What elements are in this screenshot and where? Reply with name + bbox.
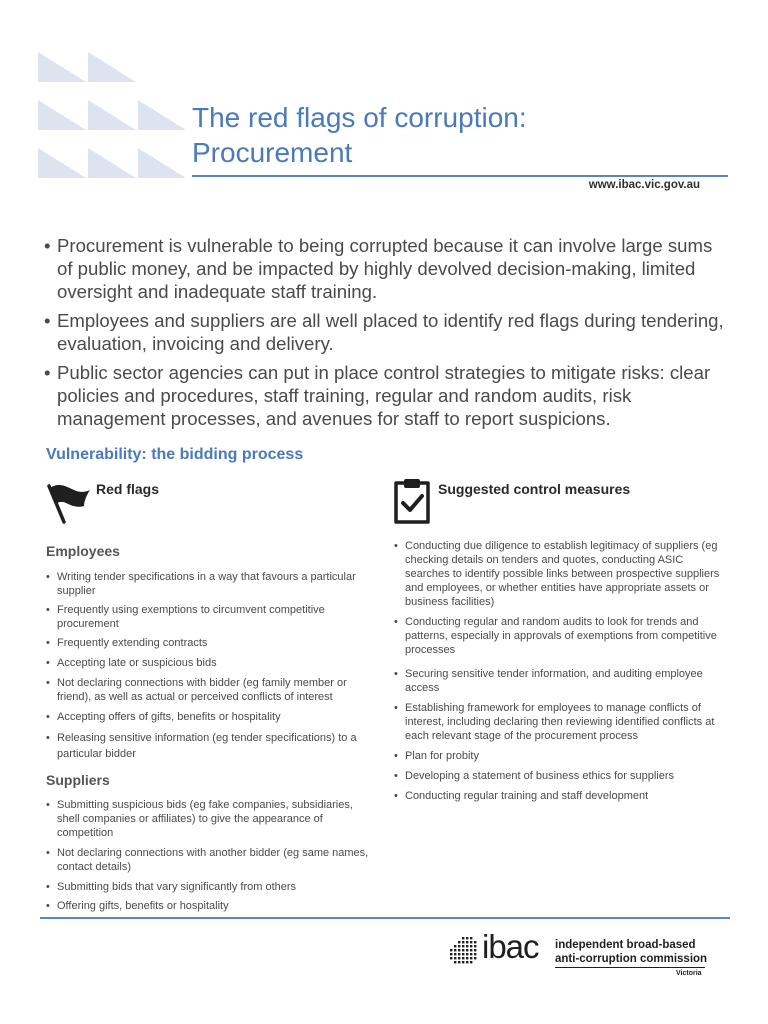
list-item: • Frequently extending contracts — [46, 636, 370, 650]
list-item: • Plan for probity — [394, 749, 722, 763]
controls-list — [394, 539, 722, 803]
title-line-2: Procurement — [192, 137, 353, 168]
list-item: • Developing a statement of business ethics for suppliers — [394, 769, 722, 783]
list-item: • Releasing sensitive information (eg tender specifications) to a particular bidder — [46, 730, 370, 762]
list-item: • Writing tender specifications in a way that favours a particular supplier — [46, 570, 370, 598]
page-title — [192, 100, 732, 170]
logo-state-label: Victoria — [676, 970, 702, 977]
list-item: • Submitting suspicious bids (eg fake companies, subsidiaries, shell companies or affiliates) to give the appearance of competition — [46, 798, 370, 840]
ibac-logo-dots-icon — [448, 937, 480, 965]
intro-item: • Public sector agencies can put in place control strategies to mitigate risks: clear policies and procedures, staff training, regular and random audits, risk management processes, and avenues for staff to report suspicions. — [44, 361, 724, 430]
controls-heading: Suggested control measures — [438, 481, 631, 497]
list-item: • Not declaring connections with another bidder (eg same names, contact details) — [46, 846, 370, 874]
intro-list — [44, 234, 724, 436]
clipboard-check-icon — [392, 478, 432, 524]
list-item: • Establishing framework for employees to manage conflicts of interest, including declaring then reviewing identified conflicts at each relevant stage of the procurement process — [394, 701, 722, 743]
suppliers-list — [46, 798, 370, 913]
list-item: • Conducting regular and random audits to look for trends and patterns, especially in approvals of exemptions from competitive processes — [394, 615, 722, 657]
title-divider — [192, 175, 728, 177]
list-item: • Conducting due diligence to establish legitimacy of suppliers (eg checking details on tenders and quotes, conducting ASIC searches to identify possible links between prospective suppliers and employees, or whether entities have appropriate assets or business facilities) — [394, 539, 722, 609]
ibac-logo-wordmark: ibac — [482, 928, 539, 965]
logo-tagline-line-1: independent broad-based — [555, 939, 696, 951]
section-title: Vulnerability: the bidding process — [46, 446, 304, 463]
logo-divider — [555, 967, 705, 968]
list-item: • Frequently using exemptions to circumvent competitive procurement — [46, 603, 370, 631]
footer-divider — [40, 917, 730, 919]
list-item: • Accepting late or suspicious bids — [46, 656, 370, 670]
employees-list — [46, 570, 370, 762]
list-item: • Securing sensitive tender information, and auditing employee access — [394, 667, 722, 695]
list-item: • Not declaring connections with bidder (eg family member or friend), as well as actual or perceived conflicts of interest — [46, 676, 370, 704]
intro-item: • Employees and suppliers are all well placed to identify red flags during tendering, evaluation, invoicing and delivery. — [44, 309, 724, 355]
list-item: • Offering gifts, benefits or hospitality — [46, 899, 370, 913]
employees-heading: Employees — [46, 543, 120, 559]
red-flags-heading: Red flags — [96, 481, 160, 497]
list-item: • Accepting offers of gifts, benefits or hospitality — [46, 710, 370, 724]
website-url[interactable]: www.ibac.vic.gov.au — [588, 179, 700, 191]
intro-item: • Procurement is vulnerable to being corrupted because it can involve large sums of public money, and be impacted by highly devolved decision-making, limited oversight and inadequate staff training. — [44, 234, 724, 303]
flag-icon — [46, 482, 92, 524]
list-item: • Conducting regular training and staff development — [394, 789, 722, 803]
logo-tagline-line-2: anti-corruption commission — [555, 953, 708, 965]
decorative-triangles — [38, 52, 188, 178]
suppliers-heading: Suppliers — [46, 772, 110, 788]
list-item: • Submitting bids that vary significantly from others — [46, 880, 370, 894]
title-line-1: The red flags of corruption: — [192, 102, 527, 133]
